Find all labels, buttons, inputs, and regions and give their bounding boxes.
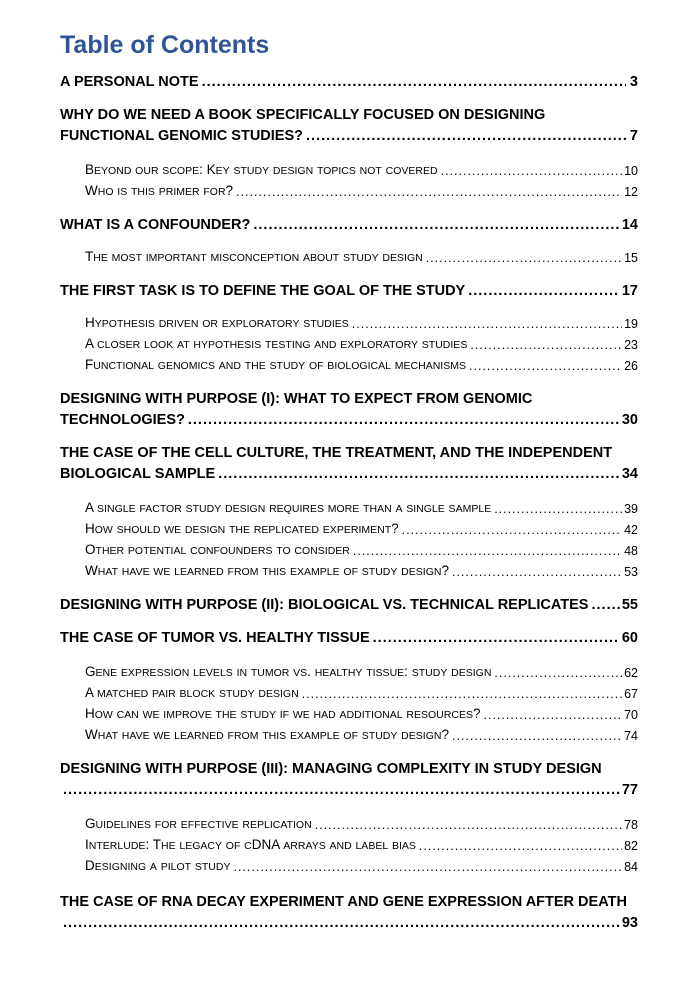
toc-entry-section[interactable] — [85, 314, 638, 335]
toc-entry-text-line1: THE CASE OF THE CELL CULTURE, THE TREATMENT, AND THE INDEPENDENT — [60, 445, 613, 461]
toc-entry-text: DESIGNING A PILOT STUDY — [85, 858, 231, 873]
toc-entry-section[interactable] — [85, 684, 638, 705]
toc-page — [60, 0, 638, 934]
toc-page-number: 19 — [624, 317, 638, 331]
toc-entry-section[interactable] — [85, 562, 638, 583]
toc-entry-text: GUIDELINES FOR EFFECTIVE REPLICATION — [85, 816, 312, 831]
dot-leader — [353, 541, 622, 562]
toc-page-number: 12 — [624, 185, 638, 199]
dot-leader — [452, 726, 622, 747]
toc-entry-section[interactable] — [85, 499, 638, 520]
dot-leader — [402, 520, 622, 541]
toc-entry-text-line1: THE CASE OF RNA DECAY EXPERIMENT AND GENE EXPRESSION AFTER DEATH — [60, 894, 627, 910]
toc-entry-text: A PERSONAL NOTE — [60, 74, 199, 90]
dot-leader — [253, 215, 619, 236]
toc-entry-text: HOW CAN WE IMPROVE THE STUDY IF WE HAD ADDITIONAL RESOURCES? — [85, 706, 481, 721]
dot-leader — [202, 72, 626, 93]
dot-leader — [373, 628, 620, 649]
toc-entry-chapter[interactable] — [60, 892, 638, 934]
toc-entry-chapter[interactable] — [60, 281, 638, 302]
toc-entry-chapter[interactable] — [60, 628, 638, 649]
toc-page-number: 7 — [629, 128, 638, 144]
toc-entry-section[interactable] — [85, 248, 638, 269]
toc-page-number: 84 — [624, 860, 638, 874]
toc-entry-section[interactable] — [85, 705, 638, 726]
toc-page-number: 39 — [624, 502, 638, 516]
toc-entry-text: WHAT IS A CONFOUNDER? — [60, 217, 251, 233]
dot-leader — [188, 410, 620, 431]
dot-leader — [306, 126, 626, 147]
dot-leader — [419, 836, 622, 857]
toc-entry-section[interactable] — [85, 836, 638, 857]
toc-page-number: 34 — [621, 466, 638, 482]
toc-entry-text: TECHNOLOGIES? — [60, 412, 185, 428]
toc-entry-section[interactable] — [85, 356, 638, 377]
toc-entry-text: HYPOTHESIS DRIVEN OR EXPLORATORY STUDIES — [85, 315, 349, 330]
toc-entry-text: INTERLUDE: THE LEGACY OF CDNA ARRAYS AND LABEL BIAS — [85, 837, 416, 852]
dot-leader — [302, 684, 622, 705]
toc-entry-section[interactable] — [85, 726, 638, 747]
toc-page-number: 30 — [621, 412, 638, 428]
toc-entry-section[interactable] — [85, 663, 638, 684]
toc-entry-text: WHAT HAVE WE LEARNED FROM THIS EXAMPLE OF STUDY DESIGN? — [85, 563, 449, 578]
toc-entry-chapter[interactable] — [60, 105, 638, 147]
toc-entry-text: DESIGNING WITH PURPOSE (II): BIOLOGICAL VS. TECHNICAL REPLICATES — [60, 597, 589, 613]
toc-entry-chapter[interactable] — [60, 443, 638, 485]
toc-page-number: 26 — [624, 359, 638, 373]
toc-entry-chapter[interactable] — [60, 759, 638, 801]
toc-entry-chapter[interactable] — [60, 215, 638, 236]
toc-entry-text: BIOLOGICAL SAMPLE — [60, 466, 216, 482]
toc-page-number: 62 — [624, 666, 638, 680]
toc-entry-section[interactable] — [85, 857, 638, 878]
dot-leader — [470, 335, 622, 356]
toc-page-number: 53 — [624, 565, 638, 579]
dot-leader — [233, 857, 622, 878]
toc-entry-section[interactable] — [85, 520, 638, 541]
toc-page-number: 60 — [621, 630, 638, 646]
toc-entry-text: FUNCTIONAL GENOMICS AND THE STUDY OF BIOLOGICAL MECHANISMS — [85, 357, 466, 372]
dot-leader — [494, 499, 622, 520]
toc-page-number: 15 — [624, 251, 638, 265]
toc-entry-section[interactable] — [85, 182, 638, 203]
toc-page-number: 14 — [621, 217, 638, 233]
toc-page-number: 93 — [621, 915, 638, 931]
toc-entry-text: A SINGLE FACTOR STUDY DESIGN REQUIRES MORE THAN A SINGLE SAMPLE — [85, 500, 492, 515]
toc-page-number: 70 — [624, 708, 638, 722]
dot-leader — [484, 705, 623, 726]
toc-entry-section[interactable] — [85, 815, 638, 836]
dot-leader — [468, 281, 620, 302]
toc-entry-text: THE MOST IMPORTANT MISCONCEPTION ABOUT STUDY DESIGN — [85, 249, 423, 264]
dot-leader — [469, 356, 622, 377]
dot-leader — [63, 780, 620, 801]
toc-entry-text: THE CASE OF TUMOR VS. HEALTHY TISSUE — [60, 630, 370, 646]
toc-entry-chapter[interactable] — [60, 72, 638, 93]
toc-entry-text: OTHER POTENTIAL CONFOUNDERS TO CONSIDER — [85, 542, 350, 557]
toc-entry-text: WHO IS THIS PRIMER FOR? — [85, 183, 234, 198]
toc-page-number: 3 — [629, 74, 638, 90]
toc-entry-text: A MATCHED PAIR BLOCK STUDY DESIGN — [85, 685, 299, 700]
dot-leader — [441, 161, 622, 182]
toc-page-number: 78 — [624, 818, 638, 832]
toc-entry-text: THE FIRST TASK IS TO DEFINE THE GOAL OF THE STUDY — [60, 283, 466, 299]
dot-leader — [494, 663, 622, 684]
dot-leader — [63, 913, 620, 934]
toc-page-number: 17 — [621, 283, 638, 299]
toc-page-number: 67 — [624, 687, 638, 701]
toc-list — [60, 72, 638, 934]
toc-entry-text: A CLOSER LOOK AT HYPOTHESIS TESTING AND EXPLORATORY STUDIES — [85, 336, 468, 351]
toc-entry-text: FUNCTIONAL GENOMIC STUDIES? — [60, 128, 304, 144]
toc-entry-section[interactable] — [85, 335, 638, 356]
toc-page-number: 48 — [624, 544, 638, 558]
toc-entry-section[interactable] — [85, 161, 638, 182]
toc-page-number: 10 — [624, 164, 638, 178]
dot-leader — [352, 314, 622, 335]
toc-page-number: 55 — [621, 597, 638, 613]
toc-entry-section[interactable] — [85, 541, 638, 562]
dot-leader — [236, 182, 622, 203]
toc-entry-chapter[interactable] — [60, 389, 638, 431]
toc-entry-text: HOW SHOULD WE DESIGN THE REPLICATED EXPERIMENT? — [85, 521, 399, 536]
toc-page-number: 23 — [624, 338, 638, 352]
toc-entry-text-line1: DESIGNING WITH PURPOSE (III): MANAGING COMPLEXITY IN STUDY DESIGN — [60, 761, 602, 777]
toc-entry-chapter[interactable] — [60, 595, 638, 616]
toc-entry-text-line1: DESIGNING WITH PURPOSE (I): WHAT TO EXPECT FROM GENOMIC — [60, 391, 533, 407]
toc-page-number: 82 — [624, 839, 638, 853]
toc-entry-text: GENE EXPRESSION LEVELS IN TUMOR VS. HEALTHY TISSUE: STUDY DESIGN — [85, 664, 492, 679]
dot-leader — [218, 464, 620, 485]
dot-leader — [426, 248, 622, 269]
toc-page-number: 42 — [624, 523, 638, 537]
toc-page-number: 74 — [624, 729, 638, 743]
dot-leader — [315, 815, 622, 836]
dot-leader — [591, 595, 619, 616]
toc-entry-text: WHAT HAVE WE LEARNED FROM THIS EXAMPLE OF STUDY DESIGN? — [85, 727, 449, 742]
toc-entry-text: BEYOND OUR SCOPE: KEY STUDY DESIGN TOPICS NOT COVERED — [85, 162, 438, 177]
toc-title: Table of Contents — [60, 31, 270, 59]
toc-entry-text-line1: WHY DO WE NEED A BOOK SPECIFICALLY FOCUSED ON DESIGNING — [60, 107, 546, 123]
dot-leader — [452, 562, 622, 583]
toc-page-number: 77 — [621, 782, 638, 798]
